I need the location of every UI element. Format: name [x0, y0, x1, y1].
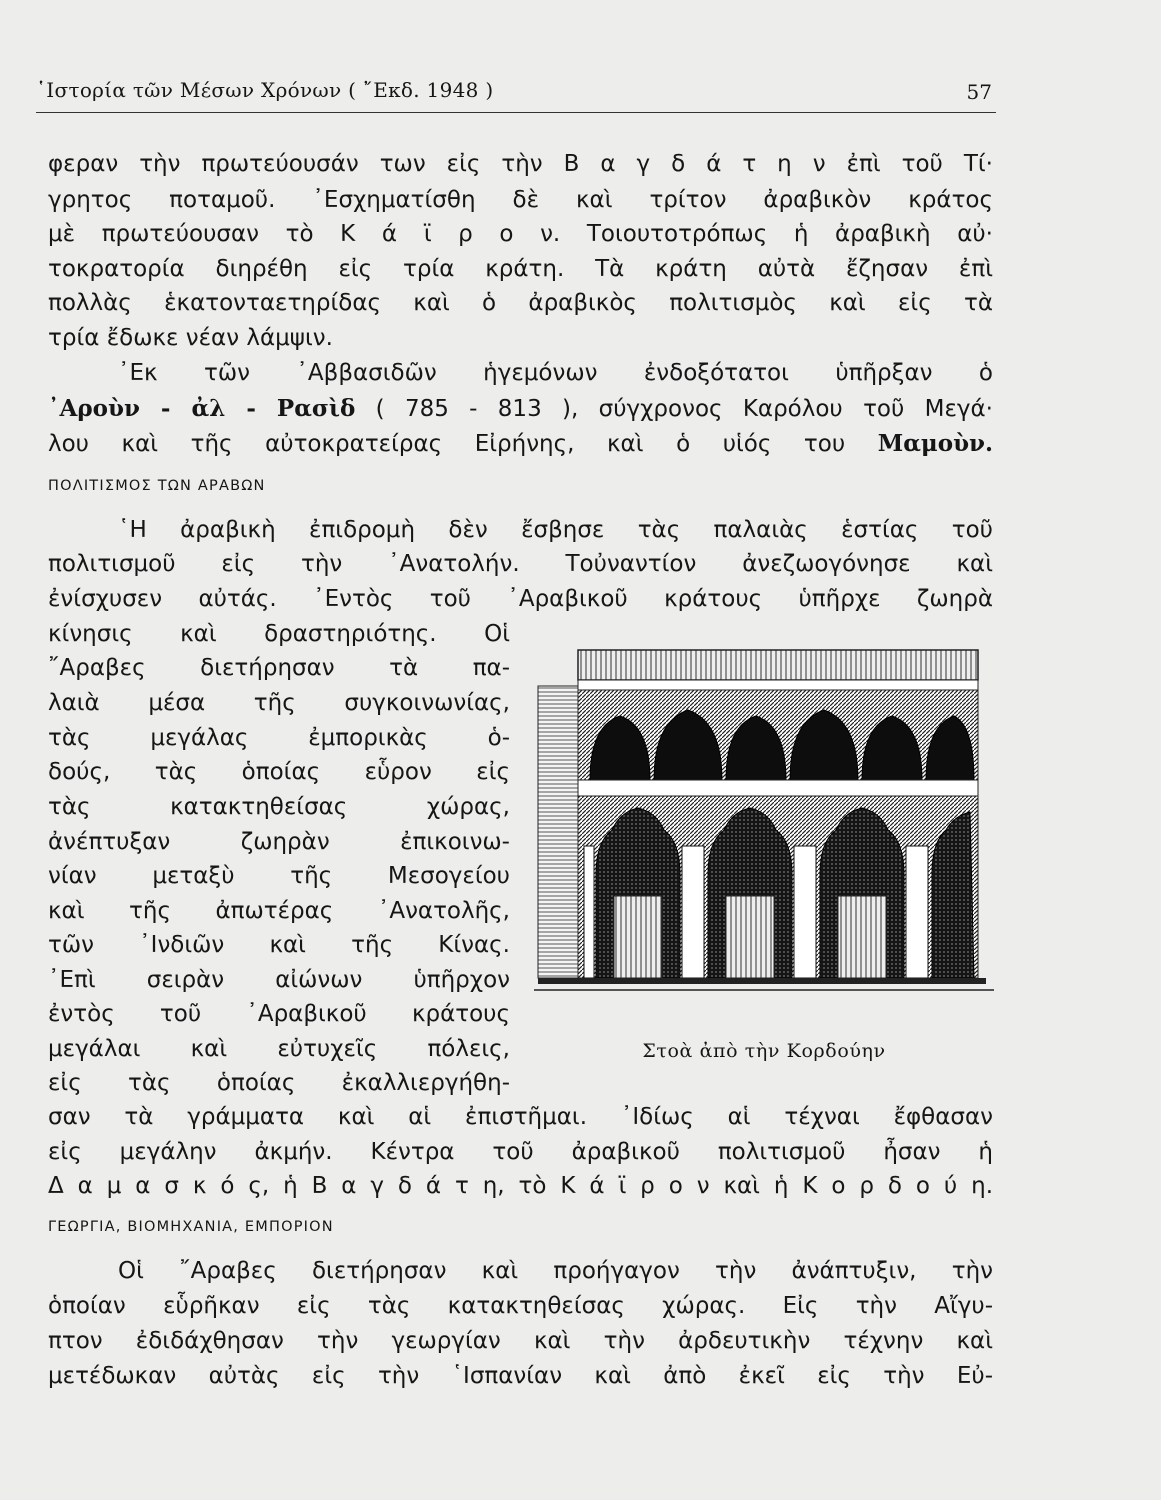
- text-line: ἀνέπτυξαν ζωηρὰν ἐπικοινω-: [48, 829, 510, 855]
- text-line: μὲ πρωτεύουσαν τὸ Κ ά ϊ ρ ο ν. Τοιουτοτρόπως ἡ ἀραβικὴ αὐ·: [48, 221, 993, 247]
- page-number: 57: [966, 80, 992, 104]
- running-head: ῾Ιστορία τῶν Μέσων Χρόνων ( ῎Εκδ. 1948 ): [36, 78, 494, 102]
- text-line: Δ α μ α σ κ ό ς, ἡ Β α γ δ ά τ η, τὸ Κ ά ϊ ρ ο ν καὶ ἡ Κ ο ρ δ ο ύ η.: [48, 1173, 993, 1199]
- text-line: ᾿Επὶ σειρὰν αἰώνων ὑπῆρχον: [48, 967, 510, 993]
- text-line: πολιτισμοῦ εἰς τὴν ᾿Ανατολήν. Τοὐναντίον ἀνεζωογόνησε καὶ: [48, 551, 993, 577]
- text-line: νίαν μεταξὺ τῆς Μεσογείου: [48, 863, 510, 889]
- text-line: εἰς μεγάλην ἀκμήν. Κέντρα τοῦ ἀραβικοῦ πολιτισμοῦ ἦσαν ἡ: [48, 1139, 993, 1165]
- text-line: [48, 393, 993, 425]
- figure-caption: Στοὰ ἀπὸ τὴν Κορδούην: [642, 1040, 886, 1062]
- text-line: τρία ἔδωκε νέαν λάμψιν.: [48, 325, 333, 351]
- text-line: μετέδωκαν αὐτὰς εἰς τὴν ῾Ισπανίαν καὶ ἀπὸ ἐκεῖ εἰς τὴν Εὐ-: [48, 1363, 993, 1389]
- text-line: πολλὰς ἑκατονταετηρίδας καὶ ὁ ἀραβικὸς πολιτισμὸς καὶ εἰς τὰ: [48, 290, 993, 316]
- text-line: ᾿Εκ τῶν ᾿Αββασιδῶν ἡγεμόνων ἐνδοξότατοι ὑπῆρξαν ὁ: [118, 360, 993, 386]
- text-line: ὁποίαν εὗρῆκαν εἰς τὰς κατακτηθείσας χώρας. Εἰς τὴν Αἴγυ-: [48, 1293, 993, 1319]
- text-span: ( 785 - 813 ), σύγχρονος Καρόλου τοῦ Μεγά·: [355, 396, 993, 422]
- text-line: σαν τὰ γράμματα καὶ αἱ ἐπιστῆμαι. ᾿Ιδίως αἱ τέχναι ἔφθασαν: [48, 1104, 993, 1130]
- cordoba-arcade-illustration: [534, 646, 994, 1034]
- text-line: φεραν τὴν πρωτεύουσάν των εἰς τὴν Β α γ δ ά τ η ν ἐπὶ τοῦ Τί·: [48, 151, 993, 177]
- text-line: [48, 428, 993, 460]
- text-line: μεγάλαι καὶ εὐτυχεῖς πόλεις,: [48, 1036, 510, 1062]
- text-line: ῾Η ἀραβικὴ ἐπιδρομὴ δὲν ἔσβησε τὰς παλαιὰς ἑστίας τοῦ: [118, 517, 993, 543]
- text-line: τὰς κατακτηθείσας χώρας,: [48, 794, 510, 820]
- section-heading: ΠΟΛΙΤΙΣΜΟΣ ΤΩΝ ΑΡΑΒΩΝ: [48, 478, 266, 494]
- page-header: [36, 72, 996, 113]
- text-line: γρητος ποταμοῦ. ᾿Εσχηματίσθη δὲ καὶ τρίτον ἀραβικὸν κράτος: [48, 187, 993, 213]
- ruler-name-mamun: Μαμοὺν.: [877, 430, 993, 457]
- text-line: ἐντὸς τοῦ ᾿Αραβικοῦ κράτους: [48, 1001, 510, 1027]
- text-line: τὰς μεγάλας ἐμπορικὰς ὁ-: [48, 725, 510, 751]
- text-line: λαιὰ μέσα τῆς συγκοινωνίας,: [48, 690, 510, 716]
- text-line: ἐνίσχυσεν αὐτάς. ᾿Εντὸς τοῦ ᾿Αραβικοῦ κράτους ὑπῆρχε ζωηρὰ: [48, 586, 993, 612]
- text-line: καὶ τῆς ἀπωτέρας ᾿Ανατολῆς,: [48, 898, 510, 924]
- section-heading: ΓΕΩΡΓΙΑ, ΒΙΟΜΗΧΑΝΙΑ, ΕΜΠΟΡΙΟΝ: [48, 1219, 334, 1235]
- ruler-name-harun: ᾿Αροὺν - ἀλ - Ρασὶδ: [48, 395, 356, 422]
- text-line: δούς, τὰς ὁποίας εὗρον εἰς: [48, 759, 510, 785]
- text-line: πτον ἐδιδάχθησαν τὴν γεωργίαν καὶ τὴν ἀρδευτικὴν τέχνην καὶ: [48, 1328, 993, 1354]
- text-line: ῎Αραβες διετήρησαν τὰ πα-: [48, 655, 510, 681]
- text-span: λου καὶ τῆς αὐτοκρατείρας Εἰρήνης, καὶ ὁ υἱός του: [48, 431, 878, 457]
- text-line: Οἱ ῎Αραβες διετήρησαν καὶ προήγαγον τὴν ἀνάπτυξιν, τὴν: [118, 1258, 993, 1284]
- text-line: εἰς τὰς ὁποίας ἐκαλλιεργήθη-: [48, 1070, 510, 1096]
- text-line: κίνησις καὶ δραστηριότης. Οἱ: [48, 621, 510, 647]
- text-line: τοκρατορία διηρέθη εἰς τρία κράτη. Τὰ κράτη αὐτὰ ἔζησαν ἐπὶ: [48, 256, 993, 282]
- text-line: τῶν ᾿Ινδιῶν καὶ τῆς Κίνας.: [48, 932, 510, 958]
